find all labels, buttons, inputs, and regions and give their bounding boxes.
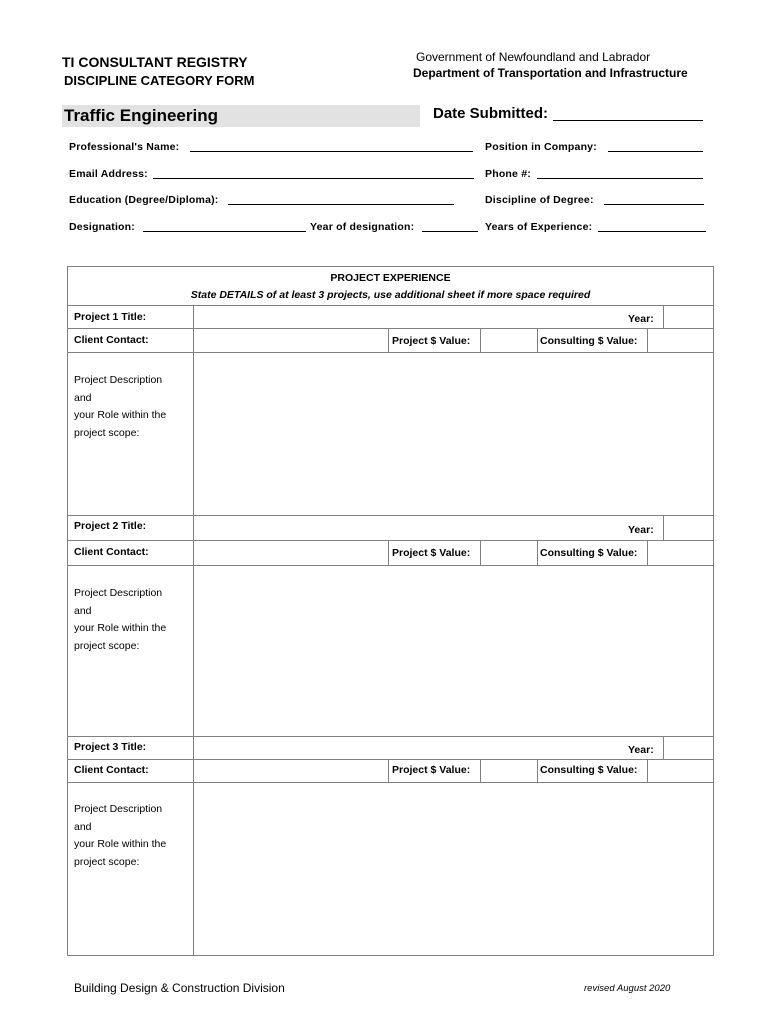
project-2-consulting-label: Consulting $ Value: — [540, 547, 638, 559]
project-1-value-field[interactable] — [482, 330, 536, 351]
project-3-year-field[interactable] — [665, 738, 711, 758]
project-3-value-field[interactable] — [482, 761, 536, 781]
designation-label: Designation: — [69, 221, 135, 233]
project-2-title-label: Project 2 Title: — [74, 520, 147, 532]
project-2-client-field[interactable] — [195, 542, 387, 564]
project-3-title-label: Project 3 Title: — [74, 741, 147, 753]
position-field[interactable] — [608, 151, 703, 152]
years-experience-label: Years of Experience: — [485, 221, 593, 233]
footer-revised: revised August 2020 — [584, 983, 671, 994]
project-2-value-field[interactable] — [482, 542, 536, 564]
project-2-description-label: Project Description and your Role within the project scope: — [74, 587, 167, 652]
email-label: Email Address: — [69, 168, 148, 180]
form-title: TI CONSULTANT REGISTRY — [62, 54, 248, 70]
project-2-description-field[interactable] — [195, 567, 711, 735]
project-3-title-field[interactable] — [195, 738, 661, 758]
project-experience-table — [67, 266, 714, 956]
designation-field[interactable] — [143, 231, 306, 232]
phone-field[interactable] — [537, 178, 703, 179]
department-name: Department of Transportation and Infrastructure — [413, 66, 688, 80]
years-experience-field[interactable] — [598, 231, 706, 232]
project-3-description-label: Project Description and your Role within the project scope: — [74, 803, 167, 868]
project-1-year-field[interactable] — [665, 307, 711, 327]
year-of-designation-label: Year of designation: — [310, 221, 415, 233]
footer-division: Building Design & Construction Division — [74, 981, 285, 995]
project-2-value-label: Project $ Value: — [392, 547, 471, 559]
degree-discipline-field[interactable] — [604, 204, 704, 205]
project-1-consulting-field[interactable] — [649, 330, 711, 351]
professional-name-label: Professional's Name: — [69, 141, 180, 153]
project-experience-instruction: State DETAILS of at least 3 projects, use additional sheet if more space required — [190, 289, 591, 301]
project-2-year-label: Year: — [628, 524, 654, 536]
phone-label: Phone #: — [485, 168, 531, 180]
discipline-title: Traffic Engineering — [64, 106, 218, 125]
project-1-client-field[interactable] — [195, 330, 387, 351]
project-1-description-label: Project Description and your Role within the project scope: — [74, 374, 167, 439]
degree-discipline-label: Discipline of Degree: — [485, 194, 594, 206]
project-experience-heading: PROJECT EXPERIENCE — [330, 272, 451, 284]
position-label: Position in Company: — [485, 141, 597, 153]
project-3-client-field[interactable] — [195, 761, 387, 781]
project-1-value-label: Project $ Value: — [392, 335, 471, 347]
date-submitted-label: Date Submitted: — [433, 105, 549, 122]
project-2-client-label: Client Contact: — [74, 546, 149, 558]
project-1-client-label: Client Contact: — [74, 334, 149, 346]
project-3-consulting-field[interactable] — [649, 761, 711, 781]
project-2-year-field[interactable] — [665, 517, 711, 539]
project-1-title-label: Project 1 Title: — [74, 311, 147, 323]
project-1-year-label: Year: — [628, 313, 654, 325]
education-field[interactable] — [228, 204, 454, 205]
project-1-consulting-label: Consulting $ Value: — [540, 335, 638, 347]
project-3-client-label: Client Contact: — [74, 764, 149, 776]
project-3-value-label: Project $ Value: — [392, 764, 471, 776]
government-name: Government of Newfoundland and Labrador — [416, 50, 651, 64]
project-3-year-label: Year: — [628, 744, 654, 756]
project-3-description-field[interactable] — [195, 784, 711, 954]
education-label: Education (Degree/Diploma): — [69, 194, 219, 206]
project-2-title-field[interactable] — [195, 517, 661, 539]
year-of-designation-field[interactable] — [422, 231, 478, 232]
project-2-consulting-field[interactable] — [649, 542, 711, 564]
date-submitted-field[interactable] — [553, 120, 703, 121]
email-field[interactable] — [153, 178, 474, 179]
project-1-title-field[interactable] — [195, 307, 661, 327]
project-3-consulting-label: Consulting $ Value: — [540, 764, 638, 776]
professional-name-field[interactable] — [190, 151, 473, 152]
form-subtitle: DISCIPLINE CATEGORY FORM — [64, 73, 255, 88]
project-1-description-field[interactable] — [195, 354, 711, 514]
